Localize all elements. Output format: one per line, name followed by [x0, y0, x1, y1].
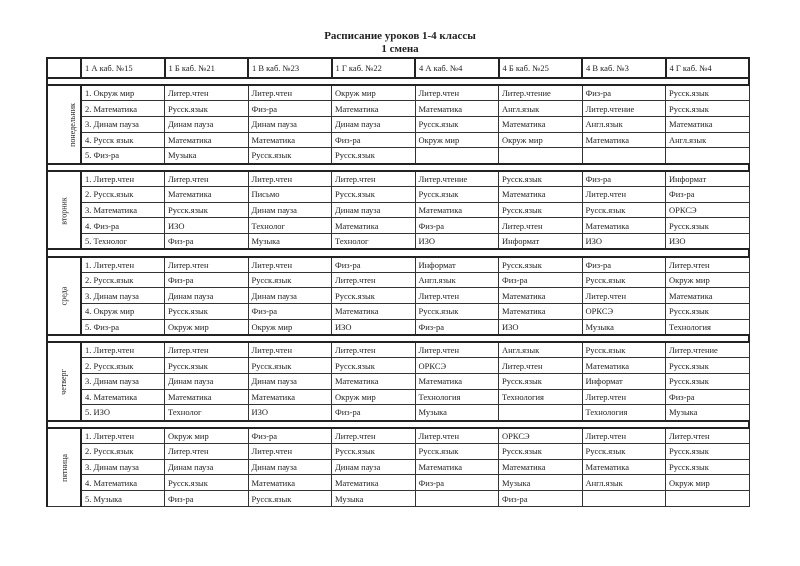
lesson-cell: 3. Динам пауза: [81, 117, 165, 133]
lesson-cell: Русск.язык: [415, 444, 499, 460]
lesson-cell: Литер.чтен: [248, 444, 332, 460]
lesson-cell: Математика: [415, 101, 499, 117]
day-separator: [47, 335, 749, 342]
lesson-cell: Математика: [332, 218, 416, 234]
lesson-cell: Литер.чтен: [165, 342, 249, 358]
lesson-row: [47, 202, 749, 218]
lesson-cell: Физ-ра: [165, 234, 249, 250]
lesson-cell: Математика: [332, 475, 416, 491]
lesson-cell: ИЗО: [332, 319, 416, 335]
lesson-cell: 3. Динам пауза: [81, 459, 165, 475]
lesson-cell: 2. Математика: [81, 101, 165, 117]
lesson-cell: [666, 148, 750, 164]
lesson-cell: Литер.чтен: [165, 85, 249, 101]
lesson-cell: Литер.чтен: [248, 171, 332, 187]
day-separator-cell: [47, 78, 749, 85]
lesson-cell: Физ-ра: [332, 257, 416, 273]
day-separator-cell: [47, 249, 749, 256]
lesson-cell: Литер.чтен: [582, 428, 666, 444]
lesson-cell: Русск.язык: [165, 202, 249, 218]
lesson-cell: Литер.чтен: [415, 342, 499, 358]
class-header-row: [47, 58, 749, 78]
lesson-cell: Динам пауза: [332, 202, 416, 218]
lesson-row: [47, 459, 749, 475]
lesson-row: [47, 148, 749, 164]
lesson-row: [47, 234, 749, 250]
lesson-cell: Литер.чтен: [666, 428, 750, 444]
lesson-cell: [582, 148, 666, 164]
lesson-row: [47, 358, 749, 374]
lesson-cell: Физ-ра: [248, 304, 332, 320]
lesson-cell: Математика: [248, 475, 332, 491]
lesson-cell: Математика: [165, 389, 249, 405]
lesson-cell: Литер.чтен: [499, 358, 583, 374]
lesson-cell: 1. Литер.чтен: [81, 171, 165, 187]
lesson-cell: Литер.чтен: [415, 85, 499, 101]
lesson-cell: Литер.чтен: [332, 171, 416, 187]
lesson-cell: Физ-ра: [332, 405, 416, 421]
lesson-cell: Динам пауза: [248, 117, 332, 133]
class-header-cell: 4 Б каб. №25: [499, 58, 583, 78]
lesson-cell: Литер.чтен: [582, 288, 666, 304]
lesson-cell: Русск.язык: [165, 358, 249, 374]
lesson-cell: Математика: [582, 218, 666, 234]
lesson-cell: Русск.язык: [582, 202, 666, 218]
lesson-cell: 2. Русск.язык: [81, 444, 165, 460]
lesson-cell: Литер.чтен: [332, 428, 416, 444]
lesson-cell: Физ-ра: [415, 319, 499, 335]
lesson-cell: 2. Русск.язык: [81, 272, 165, 288]
lesson-cell: [582, 491, 666, 507]
lesson-cell: Русск.язык: [415, 304, 499, 320]
lesson-cell: Англ.язык: [499, 342, 583, 358]
lesson-cell: ИЗО: [165, 218, 249, 234]
day-label: понедельник: [67, 102, 77, 147]
lesson-row: [47, 257, 749, 273]
lesson-cell: Русск.язык: [332, 288, 416, 304]
lesson-cell: Музыка: [499, 475, 583, 491]
day-separator: [47, 249, 749, 256]
lesson-cell: Окруж мир: [332, 85, 416, 101]
lesson-cell: Математика: [248, 389, 332, 405]
lesson-cell: Информат: [666, 171, 750, 187]
lesson-cell: 1. Окруж мир: [81, 85, 165, 101]
lesson-cell: Литер.чтен: [582, 187, 666, 203]
lesson-cell: Динам пауза: [165, 117, 249, 133]
lesson-row: [47, 428, 749, 444]
lesson-cell: Физ-ра: [582, 85, 666, 101]
lesson-cell: Физ-ра: [582, 171, 666, 187]
lesson-cell: Математика: [332, 101, 416, 117]
lesson-cell: Литер.чтен: [415, 288, 499, 304]
lesson-cell: Математика: [332, 304, 416, 320]
lesson-cell: Литер.чтен: [666, 257, 750, 273]
class-header-cell: 1 В каб. №23: [248, 58, 332, 78]
lesson-cell: Физ-ра: [165, 272, 249, 288]
lesson-cell: Музыка: [165, 148, 249, 164]
lesson-cell: Русск.язык: [666, 444, 750, 460]
lesson-cell: 3. Динам пауза: [81, 374, 165, 390]
lesson-cell: Физ-ра: [499, 491, 583, 507]
lesson-cell: Окруж мир: [499, 132, 583, 148]
lesson-cell: Русск.язык: [165, 475, 249, 491]
lesson-cell: 4. Окруж мир: [81, 304, 165, 320]
lesson-cell: 5. Физ-ра: [81, 319, 165, 335]
day-label-cell: [47, 257, 81, 335]
day-separator-cell: [47, 335, 749, 342]
lesson-cell: Окруж мир: [165, 428, 249, 444]
day-label: пятница: [59, 453, 69, 482]
lesson-cell: Литер.чтение: [415, 171, 499, 187]
lesson-cell: Литер.чтен: [332, 342, 416, 358]
lesson-cell: Русск.язык: [582, 272, 666, 288]
lesson-cell: Математика: [582, 459, 666, 475]
class-header-cell: 1 Г каб. №22: [332, 58, 416, 78]
lesson-cell: Письмо: [248, 187, 332, 203]
lesson-cell: 2. Русск.язык: [81, 187, 165, 203]
lesson-row: [47, 475, 749, 491]
lesson-cell: Технология: [499, 389, 583, 405]
lesson-cell: Математика: [248, 132, 332, 148]
lesson-cell: 5. Физ-ра: [81, 148, 165, 164]
lesson-cell: Русск.язык: [499, 171, 583, 187]
lesson-cell: Литер.чтен: [165, 444, 249, 460]
lesson-cell: Математика: [499, 117, 583, 133]
lesson-cell: Литер.чтение: [499, 85, 583, 101]
lesson-row: [47, 101, 749, 117]
lesson-cell: Физ-ра: [666, 389, 750, 405]
lesson-cell: Русск.язык: [248, 272, 332, 288]
lesson-cell: Англ.язык: [499, 101, 583, 117]
lesson-row: [47, 389, 749, 405]
lesson-row: [47, 187, 749, 203]
day-label-cell: [47, 171, 81, 249]
lesson-cell: Литер.чтен: [332, 272, 416, 288]
lesson-cell: Информат: [582, 374, 666, 390]
lesson-row: [47, 374, 749, 390]
lesson-cell: ОРКСЭ: [499, 428, 583, 444]
lesson-cell: Математика: [415, 459, 499, 475]
lesson-cell: Русск.язык: [666, 101, 750, 117]
lesson-cell: Русск.язык: [248, 148, 332, 164]
lesson-cell: Математика: [415, 202, 499, 218]
lesson-cell: Математика: [165, 187, 249, 203]
lesson-cell: Окруж мир: [248, 319, 332, 335]
lesson-cell: Литер.чтен: [248, 257, 332, 273]
lesson-cell: ИЗО: [666, 234, 750, 250]
lesson-cell: Русск.язык: [332, 148, 416, 164]
lesson-cell: Англ.язык: [415, 272, 499, 288]
lesson-cell: Математика: [499, 187, 583, 203]
header-corner-cell: [47, 58, 81, 78]
lesson-cell: ИЗО: [499, 319, 583, 335]
class-header-cell: 1 А каб. №15: [81, 58, 165, 78]
lesson-cell: Окруж мир: [332, 389, 416, 405]
lesson-cell: Музыка: [582, 319, 666, 335]
lesson-cell: ИЗО: [582, 234, 666, 250]
lesson-cell: Литер.чтен: [499, 218, 583, 234]
lesson-cell: Математика: [415, 374, 499, 390]
lesson-row: [47, 218, 749, 234]
lesson-row: [47, 272, 749, 288]
lesson-cell: Математика: [332, 374, 416, 390]
day-separator-cell: [47, 164, 749, 171]
lesson-cell: Русск.язык: [415, 187, 499, 203]
lesson-cell: ИЗО: [415, 234, 499, 250]
lesson-cell: 1. Литер.чтен: [81, 342, 165, 358]
class-header-cell: 1 Б каб. №21: [165, 58, 249, 78]
lesson-cell: Англ.язык: [666, 132, 750, 148]
lesson-cell: 3. Математика: [81, 202, 165, 218]
lesson-cell: 1. Литер.чтен: [81, 257, 165, 273]
lesson-cell: Математика: [582, 132, 666, 148]
lesson-cell: Динам пауза: [248, 288, 332, 304]
lesson-cell: Математика: [499, 459, 583, 475]
lesson-cell: Окруж мир: [165, 319, 249, 335]
lesson-cell: Русск.язык: [666, 374, 750, 390]
lesson-cell: Динам пауза: [248, 202, 332, 218]
lesson-cell: Англ.язык: [582, 475, 666, 491]
lesson-cell: 5. ИЗО: [81, 405, 165, 421]
lesson-cell: ИЗО: [248, 405, 332, 421]
lesson-cell: Информат: [415, 257, 499, 273]
lesson-row: [47, 342, 749, 358]
lesson-cell: Физ-ра: [415, 218, 499, 234]
lesson-cell: Литер.чтен: [165, 171, 249, 187]
lesson-cell: Динам пауза: [165, 459, 249, 475]
lesson-cell: Математика: [499, 288, 583, 304]
lesson-cell: [499, 148, 583, 164]
lesson-cell: Русск.язык: [499, 202, 583, 218]
lesson-row: [47, 117, 749, 133]
lesson-cell: Русск.язык: [666, 459, 750, 475]
day-label-cell: [47, 342, 81, 420]
lesson-cell: Физ-ра: [248, 428, 332, 444]
lesson-cell: ОРКСЭ: [582, 304, 666, 320]
lesson-cell: Математика: [582, 358, 666, 374]
schedule-title: Расписание уроков 1-4 классы: [324, 30, 476, 42]
lesson-cell: Литер.чтен: [248, 342, 332, 358]
lesson-cell: [499, 405, 583, 421]
class-header-cell: 4 Г каб. №4: [666, 58, 750, 78]
schedule-table: [46, 57, 750, 507]
lesson-cell: Физ-ра: [666, 187, 750, 203]
lesson-cell: Русск.язык: [499, 444, 583, 460]
schedule-subtitle: 1 смена: [381, 43, 419, 55]
lesson-cell: Динам пауза: [165, 374, 249, 390]
lesson-cell: 4. Физ-ра: [81, 218, 165, 234]
lesson-cell: 4. Математика: [81, 475, 165, 491]
lesson-cell: Музыка: [332, 491, 416, 507]
lesson-cell: Литер.чтен: [248, 85, 332, 101]
lesson-cell: Литер.чтение: [666, 342, 750, 358]
lesson-cell: 1. Литер.чтен: [81, 428, 165, 444]
lesson-cell: Русск.язык: [165, 101, 249, 117]
lesson-row: [47, 444, 749, 460]
lesson-cell: Физ-ра: [415, 475, 499, 491]
lesson-cell: Математика: [666, 117, 750, 133]
lesson-cell: Информат: [499, 234, 583, 250]
lesson-row: [47, 319, 749, 335]
lesson-cell: Литер.чтение: [582, 101, 666, 117]
lesson-cell: Русск.язык: [332, 444, 416, 460]
lesson-cell: [666, 491, 750, 507]
lesson-cell: Музыка: [666, 405, 750, 421]
lesson-cell: Русск.язык: [499, 374, 583, 390]
lesson-cell: Англ.язык: [582, 117, 666, 133]
lesson-cell: ОРКСЭ: [666, 202, 750, 218]
day-separator-cell: [47, 421, 749, 428]
lesson-cell: Русск.язык: [248, 358, 332, 374]
lesson-cell: Русск.язык: [582, 444, 666, 460]
lesson-cell: Окруж мир: [666, 475, 750, 491]
lesson-cell: Математика: [499, 304, 583, 320]
lesson-cell: ОРКСЭ: [415, 358, 499, 374]
lesson-cell: 2. Русск.язык: [81, 358, 165, 374]
lesson-cell: Русск.язык: [332, 358, 416, 374]
lesson-cell: Технолог: [248, 218, 332, 234]
lesson-cell: Технолог: [165, 405, 249, 421]
lesson-cell: Литер.чтен: [415, 428, 499, 444]
lesson-cell: [415, 491, 499, 507]
lesson-cell: Русск.язык: [332, 187, 416, 203]
lesson-cell: Динам пауза: [332, 117, 416, 133]
lesson-row: [47, 288, 749, 304]
lesson-cell: Русск.язык: [415, 117, 499, 133]
lesson-cell: Музыка: [415, 405, 499, 421]
lesson-cell: Русск.язык: [666, 218, 750, 234]
lesson-cell: 4. Русск язык: [81, 132, 165, 148]
lesson-row: [47, 85, 749, 101]
day-label: четверг: [58, 369, 68, 395]
lesson-cell: 5. Технолог: [81, 234, 165, 250]
lesson-cell: 4. Математика: [81, 389, 165, 405]
lesson-cell: [415, 148, 499, 164]
day-label: среда: [59, 286, 68, 306]
day-separator: [47, 164, 749, 171]
lesson-row: [47, 304, 749, 320]
lesson-row: [47, 171, 749, 187]
lesson-cell: Физ-ра: [165, 491, 249, 507]
class-header-cell: 4 В каб. №3: [582, 58, 666, 78]
lesson-cell: Математика: [165, 132, 249, 148]
lesson-row: [47, 491, 749, 507]
lesson-cell: Динам пауза: [165, 288, 249, 304]
lesson-cell: Русск.язык: [582, 342, 666, 358]
lesson-cell: Физ-ра: [582, 257, 666, 273]
lesson-cell: Технолог: [332, 234, 416, 250]
lesson-cell: Окруж мир: [415, 132, 499, 148]
day-label: вторник: [59, 196, 69, 225]
lesson-cell: Динам пауза: [332, 459, 416, 475]
lesson-cell: Динам пауза: [248, 374, 332, 390]
lesson-row: [47, 132, 749, 148]
lesson-cell: Физ-ра: [332, 132, 416, 148]
lesson-cell: Окруж мир: [666, 272, 750, 288]
lesson-cell: Русск.язык: [666, 358, 750, 374]
class-header-cell: 4 А каб. №4: [415, 58, 499, 78]
lesson-cell: 3. Динам пауза: [81, 288, 165, 304]
lesson-cell: Музыка: [248, 234, 332, 250]
lesson-cell: Русск.язык: [499, 257, 583, 273]
lesson-cell: Технология: [666, 319, 750, 335]
lesson-cell: 5. Музыка: [81, 491, 165, 507]
lesson-cell: Технология: [415, 389, 499, 405]
lesson-cell: Физ-ра: [499, 272, 583, 288]
lesson-cell: Русск.язык: [666, 85, 750, 101]
lesson-cell: Русск.язык: [666, 304, 750, 320]
lesson-cell: Русск.язык: [248, 491, 332, 507]
day-separator: [47, 421, 749, 428]
day-separator: [47, 78, 749, 85]
lesson-cell: Технология: [582, 405, 666, 421]
lesson-cell: Литер.чтен: [582, 389, 666, 405]
lesson-cell: Математика: [666, 288, 750, 304]
lesson-cell: Динам пауза: [248, 459, 332, 475]
day-label-cell: [47, 428, 81, 507]
lesson-cell: Литер.чтен: [165, 257, 249, 273]
lesson-cell: Физ-ра: [248, 101, 332, 117]
lesson-row: [47, 405, 749, 421]
day-label-cell: [47, 85, 81, 163]
lesson-cell: Русск.язык: [165, 304, 249, 320]
